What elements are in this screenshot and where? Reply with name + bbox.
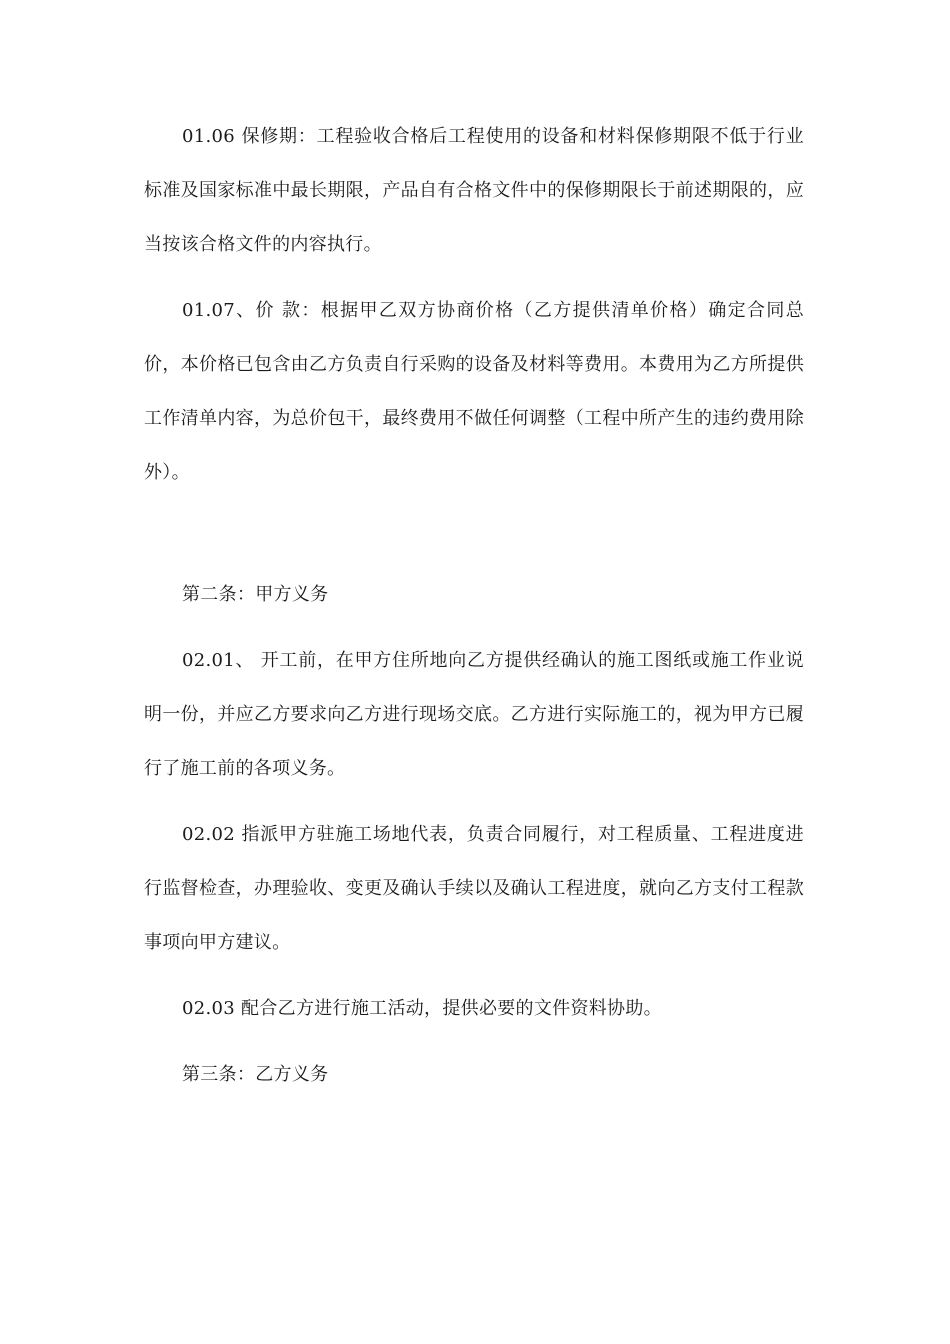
section-heading-3: 第三条：乙方义务 xyxy=(182,1064,329,1085)
section-heading-2: 第二条：甲方义务 xyxy=(182,584,329,605)
paragraph-02-02: 02.02 指派甲方驻施工场地代表，负责合同履行，对工程质量、工程进度进行监督检查，办理验收、变更及确认手续以及确认工程进度，就向乙方支付工程款事项向甲方建议。 xyxy=(144,824,804,953)
paragraph-02-03: 02.03 配合乙方进行施工活动，提供必要的文件资料协助。 xyxy=(182,998,662,1019)
document-page xyxy=(144,110,804,1102)
spacer xyxy=(144,1036,804,1048)
paragraph-01-06: 01.06 保修期：工程验收合格后工程使用的设备和材料保修期限不低于行业标准及国家标准中最长期限，产品自有合格文件中的保修期限长于前述期限的，应当按该合格文件的内容执行。 xyxy=(144,126,804,255)
spacer xyxy=(144,500,804,568)
paragraph-02-01: 02.01、 开工前，在甲方住所地向乙方提供经确认的施工图纸或施工作业说明一份，并应乙方要求向乙方进行现场交底。乙方进行实际施工的，视为甲方已履行了施工前的各项义务。 xyxy=(144,650,804,779)
spacer xyxy=(144,796,804,808)
spacer xyxy=(144,970,804,982)
spacer xyxy=(144,622,804,634)
spacer xyxy=(144,272,804,284)
paragraph-01-07: 01.07、价 款：根据甲乙双方协商价格（乙方提供清单价格）确定合同总价，本价格已包含由乙方负责自行采购的设备及材料等费用。本费用为乙方所提供工作清单内容，为总价包干，最终费用不做任何调整（工程中所产生的违约费用除外）。 xyxy=(144,300,804,483)
